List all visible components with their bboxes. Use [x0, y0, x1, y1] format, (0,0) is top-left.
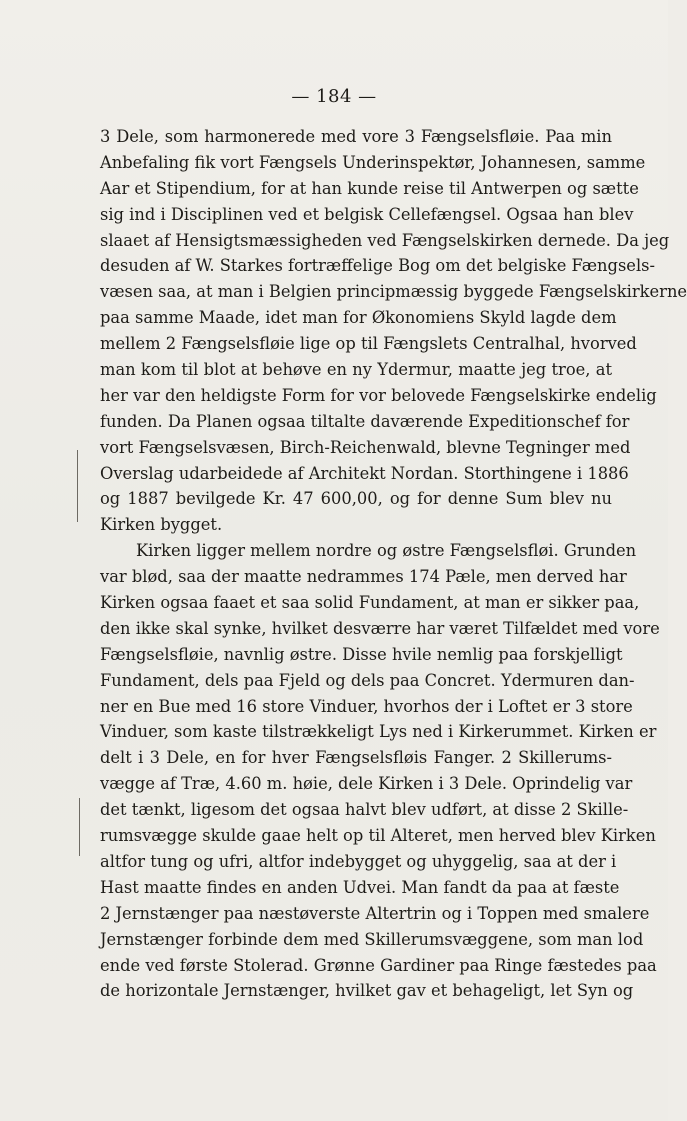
text-line: Aar et Stipendium, for at han kunde reise til Antwerpen og sætte [100, 178, 639, 198]
text-line: Overslag udarbeidede af Architekt Nordan. Storthingene i 1886 [100, 463, 629, 483]
text-line: Fundament, dels paa Fjeld og dels paa Concret. Ydermuren dan- [100, 670, 635, 690]
text-line: ende ved første Stolerad. Grønne Gardiner paa Ringe fæstedes paa [100, 955, 657, 975]
text-line: ner en Bue med 16 store Vinduer, hvorhos der i Loftet er 3 store [100, 696, 633, 716]
text-line: Jernstænger forbinde dem med Skillerumsvæggene, som man lod [100, 929, 644, 949]
text-line: altfor tung og ufri, altfor indebygget og uhyggelig, saa at der i [100, 851, 617, 871]
text-line: væsen saa, at man i Belgien principmæssig byggede Fængselskirkerne [100, 282, 687, 302]
text-line: var blød, saa der maatte nedrammes 174 Pæle, men derved har [100, 567, 627, 587]
text-line: den ikke skal synke, hvilket desværre har været Tilfældet med vore [100, 618, 660, 638]
text-line: delt i 3 Dele, en for hver Fængselsfløis Fanger. 2 Skillerums- [100, 748, 612, 768]
text-line: Kirken ligger mellem nordre og østre Fængselsfløi. Grunden [136, 541, 637, 561]
text-line: rumsvægge skulde gaae helt op til Alteret, men herved blev Kirken [100, 826, 656, 846]
text-line: 2 Jernstænger paa næstøverste Altertrin og i Toppen med smalere [100, 903, 650, 923]
text-line: sig ind i Disciplinen ved et belgisk Cellefængsel. Ogsaa han blev [100, 204, 634, 224]
text-line: funden. Da Planen ogsaa tiltalte daværende Expeditionschef for [100, 411, 630, 431]
text-line: Vinduer, som kaste tilstrækkeligt Lys ned i Kirkerummet. Kirken er [100, 722, 657, 742]
text-line: vægge af Træ, 4.60 m. høie, dele Kirken i 3 Dele. Oprindelig var [100, 774, 633, 794]
text-line: Kirken ogsaa faaet et saa solid Fundament, at man er sikker paa, [100, 593, 640, 613]
text-line: mellem 2 Fængselsfløie lige op til Fængslets Centralhal, hvorved [100, 334, 637, 354]
text-line: her var den heldigste Form for vor belovede Fængselskirke endelig [100, 385, 657, 405]
text-line: Kirken bygget. [100, 515, 223, 535]
body-text [100, 124, 687, 1004]
page-number: — 184 — [291, 86, 377, 107]
text-line: man kom til blot at behøve en ny Ydermur, maatte jeg troe, at [100, 360, 612, 380]
margin-pencil-mark [79, 798, 80, 856]
text-line: desuden af W. Starkes fortræffelige Bog om det belgiske Fængsels- [100, 256, 656, 276]
text-line: det tænkt, ligesom det ogsaa halvt blev udført, at disse 2 Skille- [100, 800, 629, 820]
text-line: Fængselsfløie, navnlig østre. Disse hvile nemlig paa forskjelligt [100, 644, 623, 664]
text-line: 3 Dele, som harmonerede med vore 3 Fængselsfløie. Paa min [100, 127, 612, 146]
text-line: slaaet af Hensigtsmæssigheden ved Fængselskirken dernede. Da jeg [100, 230, 670, 250]
text-line: Anbefaling fik vort Fængsels Underinspektør, Johannesen, samme [100, 152, 646, 172]
margin-pencil-mark [77, 450, 78, 522]
text-line: de horizontale Jernstænger, hvilket gav et behageligt, let Syn og [100, 981, 634, 1001]
text-line: og 1887 bevilgede Kr. 47 600,00, og for denne Sum blev nu [100, 489, 612, 509]
text-line: vort Fængselsvæsen, Birch-Reichenwald, blevne Tegninger med [100, 437, 631, 457]
text-line: paa samme Maade, idet man for Økonomiens Skyld lagde dem [100, 308, 617, 328]
text-line: Hast maatte findes en anden Udvei. Man fandt da paa at fæste [100, 877, 620, 897]
